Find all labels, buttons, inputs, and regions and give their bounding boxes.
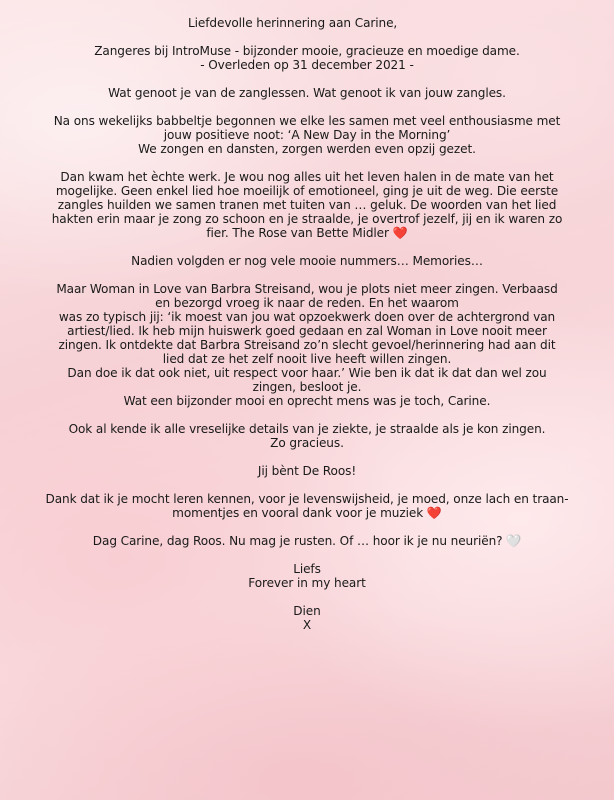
red-heart-icon: ❤️	[392, 226, 408, 240]
paragraph-6: Ook al kende ik alle vreselijke details van je ziekte, je straalde als je kon zingen. Zo gracieus.	[68, 422, 546, 450]
paragraph-5: Maar Woman in Love van Barbra Streisand, wou je plots niet meer zingen. Verbaasd en bezorgd vroeg ik naar de reden. En het waarom was zo typisch jij: ‘ik moest van jou wat opzoekwerk doen over de achtergrond van artiest/lied. Ik heb mijn huiswerk goed gedaan en zal Woman in Love nooit meer zingen. Ik ontdekte dat Barbra Streisand zo’n slecht gevoel/herinnering had aan dit lied dat ze het zelf nooit live heeft willen zingen. Dan doe ik dat ook niet, uit respect voor haar.’ Wie ben ik dat ik dat dan wel zou zingen, besloot je. Wat een bijzonder mooi en oprecht mens was je toch, Carine.	[56, 282, 558, 408]
greeting: Liefdevolle herinnering aan Carine,	[188, 16, 398, 30]
intro-line-1: Zangeres bij IntroMuse - bijzonder mooie, gracieuze en moedige dame.	[94, 44, 520, 58]
p8-text: Dank dat ik je mocht leren kennen, voor je levenswijsheid, je moed, onze lach en traan- momentjes en vooral dank voor je muziek	[45, 492, 569, 520]
paragraph-9	[8, 534, 606, 548]
red-heart-icon: ❤️	[426, 506, 442, 520]
signature-kiss: X	[302, 618, 312, 632]
paragraph-7: Jij bènt De Roos!	[257, 464, 357, 478]
intro-paragraph	[8, 44, 606, 72]
p2-line-3: We zongen en dansten, zorgen werden even opzij gezet.	[138, 142, 476, 156]
paragraph-8	[8, 492, 606, 520]
intro-line-2: - Overleden op 31 december 2021 -	[200, 58, 414, 72]
closing	[8, 562, 606, 590]
p3-text: Dan kwam het èchte werk. Je wou nog alles uit het leven halen in de mate van het mogelijke. Geen enkel lied hoe moeilijk of emotioneel, ging je uit de weg. Die eerste zangles huilden we samen tranen met tuiten van … geluk. De woorden van het lied hakten erin maar je zong zo schoon en je straalde, je overtrof jezelf, jij en ik waren zo fier. The Rose van Bette Midler	[51, 170, 563, 240]
white-heart-icon: 🤍	[506, 534, 522, 548]
paragraph-4: Nadien volgden er nog vele mooie nummers… Memories…	[131, 254, 483, 268]
p2-line-1: Na ons wekelijks babbeltje begonnen we elke les samen met veel enthousiasme met	[53, 114, 561, 128]
signature	[8, 604, 606, 632]
paragraph-3	[8, 170, 606, 240]
letter	[0, 16, 614, 646]
p2-line-2: jouw positieve noot: ‘A New Day in the Morning’	[163, 128, 451, 142]
closing-line-1: Liefs	[293, 562, 321, 576]
paragraph-2	[8, 114, 606, 156]
signature-name: Dien	[293, 604, 321, 618]
paragraph-1: Wat genoot je van de zanglessen. Wat genoot ik van jouw zangles.	[108, 86, 506, 100]
p9-text: Dag Carine, dag Roos. Nu mag je rusten. Of … hoor ik je nu neuriën?	[92, 534, 503, 548]
closing-line-2: Forever in my heart	[248, 576, 366, 590]
